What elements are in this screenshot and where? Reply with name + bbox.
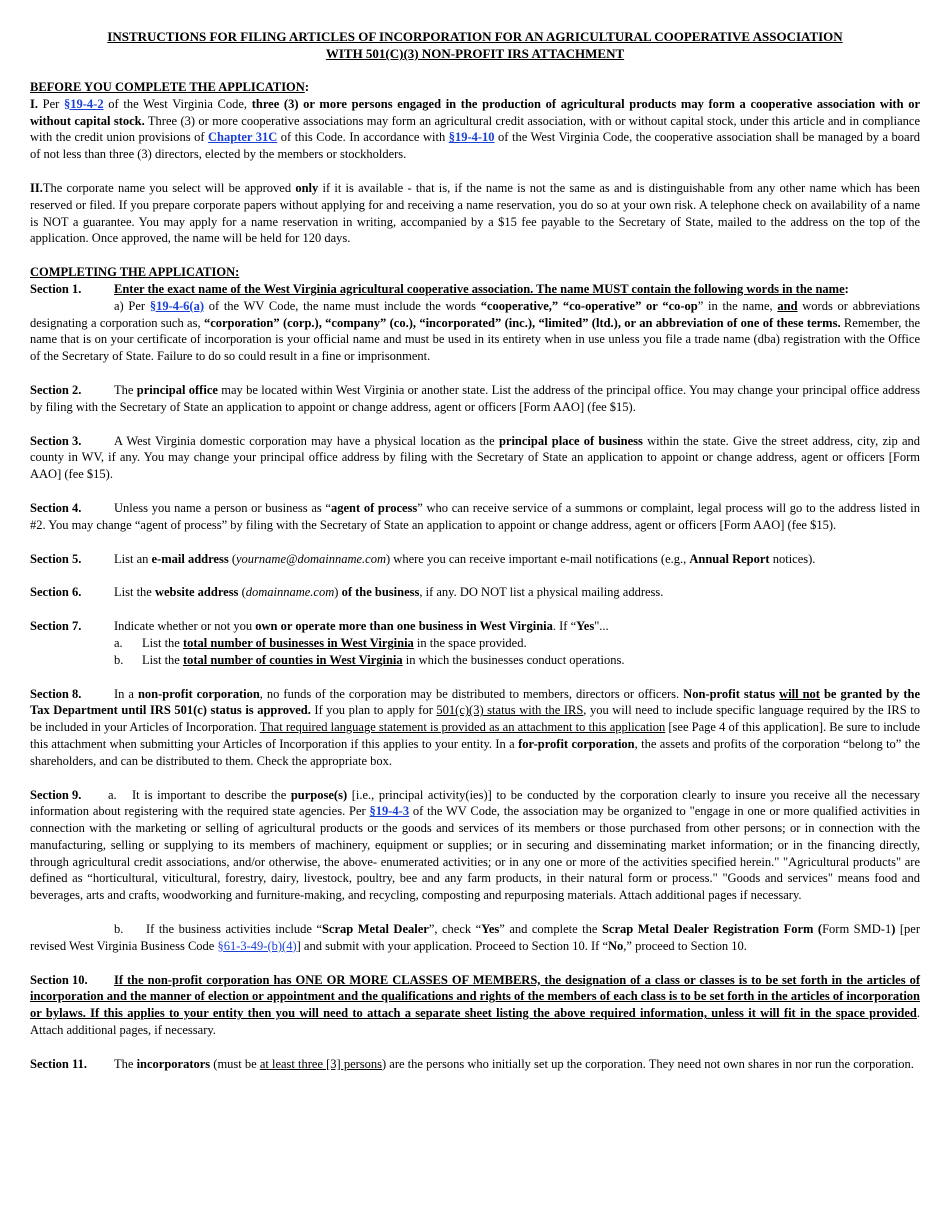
section-6: Section 6. List the website address (domainname.com) of the business, if any. DO NOT list a physical mailing address. [30, 585, 664, 600]
section-9-b: b. If the business activities include “Scrap Metal Dealer”, check “Yes” and complete the Scrap Metal Dealer Registration Form (Form SMD-1) [per revised West Virginia Business Code §61-3-49-(b)(4)] and submit with your application. Proceed to Section 10. If “No,” proceed to Section 10. [30, 922, 920, 953]
section-7: Section 7. Indicate whether or not you own or operate more than one business in West Virginia. If “Yes"... [30, 619, 609, 634]
instructions-page [30, 28, 920, 1073]
section-1-a: a) Per §19-4-6(a) of the WV Code, the name must include the words “cooperative,” “co-operative” or “co-op” in the name, and words or abbreviations designating a corporation such as, “corporation” (corp.), “company” (co.), “incorporated” (inc.), “limited” (ltd.), or an abbreviation of one of these terms. Remember, the name that is on your certificate of incorporation is your official name and must be used in its entirety when in use unless you file a trade name (dba) registration with the Office of the Secretary of State. Failure to do so could result in a fine or imprisonment. [30, 298, 921, 364]
before-paragraph-2: II.The corporate name you select will be approved only if it is available - that is, if the name is not the same as and is distinguishable from any other name which has been reserved or filed. If you prepare corporate papers without applying for and receiving a name reservation, you do so at your own risk. A telephone check on availability of a name is NOT a guarantee. You may apply for a name reservation in writing, accompanied by a $15 fee payable to the Secretary of State, mailed to the address on the top of the application. Once approved, the name will be held for 120 days. [30, 180, 920, 246]
statute-link-19-4-10[interactable]: §19-4-10 [448, 130, 495, 145]
section-2: Section 2. The principal office may be located within West Virginia or another state. List the address of the principal office. You may change your principal office address by filing with the Secretary of State an application to appoint or change address, agent or officers [Form AAO] (fee $15). [30, 382, 921, 414]
title-line-1: INSTRUCTIONS FOR FILING ARTICLES OF INCORPORATION FOR AN AGRICULTURAL COOPERATIVE ASSOCIATION [107, 29, 843, 44]
before-heading: BEFORE YOU COMPLETE THE APPLICATION: [30, 80, 309, 94]
section-9-a: Section 9. a. It is important to describe the purpose(s) [i.e., principal activity(ies)] to be conducted by the corporation clearly to insure you receive all the necessary information about registering with the required state agencies. Per §19-4-3 of the WV Code, the association may be organized to "engage in one or more qualified activities in connection with the marketing or selling of agricultural products or the goods and services of its members or those purchased from other persons; or in connection with the manufacturing, selling or supplying to its members of machinery, equipment or supplies; or in securing and disseminating market information; or in the financing directly, through agricultural credit associations, and/or otherwise, the above- enumerated activities; or in any one or more of the activities specified herein." "Agricultural products" are defined as “horticultural, viticultural, forestry, dairy, livestock, poultry, bee and any farm products, in their natural form or process." "Goods and services" means food and beverages, arts and crafts, woodworking and furniture-making, and recycling, composting and repurposing materials. Attach additional pages if necessary. [30, 787, 921, 903]
statute-link-19-4-2[interactable]: §19-4-2 [64, 96, 104, 111]
section-4: Section 4. Unless you name a person or business as “agent of process” who can receive service of a summons or complaint, legal process will go to the address listed in #2. You may change “agent of process” by filing with the Secretary of State an application to appoint or change address, agent or officers [Form AAO] (fee $15). [30, 500, 920, 532]
title-line-2: WITH 501(C)(3) NON-PROFIT IRS ATTACHMENT [325, 46, 625, 61]
section-11: Section 11. The incorporators (must be at least three [3] persons) are the persons who initially set up the corporation. They need not own shares in nor run the corporation. [30, 1056, 914, 1071]
section-1: Section 1. Enter the exact name of the West Virginia agricultural cooperative association. The name MUST contain the following words in the name: [30, 281, 849, 296]
section-8: Section 8. In a non-profit corporation, no funds of the corporation may be distributed to members, directors or officers. Non-profit status will not be granted by the Tax Department until IRS 501(c) status is approved. If you plan to apply for 501(c)(3) status with the IRS, you will need to include specific language required by the IRS to be included in your Articles of Incorporation. That required language statement is provided as an attachment to this application [see Page 4 of this application]. Be sure to include this attachment when submitting your Articles of Incorporation if this applies to your entity. In a for-profit corporation, the assets and profits of the corporation “belong to” the shareholders, and can be distributed to them. Check the appropriate box. [30, 686, 920, 768]
section-3: Section 3. A West Virginia domestic corporation may have a physical location as the principal place of business within the state. Give the street address, city, zip and county in WV, if any. You may change your principal office address by filing with the Secretary of State an application to appoint or change address, agent or officers [Form AAO] (fee $15). [30, 433, 920, 482]
section-7-b: b. List the total number of counties in West Virginia in which the businesses conduct operations. [114, 652, 625, 667]
before-paragraph-1: I. Per §19-4-2 of the West Virginia Code, three (3) or more persons engaged in the production of agricultural products may form a cooperative association with or without capital stock. Three (3) or more cooperative associations may form an agricultural credit association, with or without capital stock, under this article and in compliance with the credit union provisions of Chapter 31C of this Code. In accordance with §19-4-10 of the West Virginia Code, the cooperative association shall be managed by a board of not less than three (3) directors, elected by the members or stockholders. [30, 96, 920, 162]
section-10: Section 10. If the non-profit corporation has ONE OR MORE CLASSES OF MEMBERS, the designation of a class or classes is to be set forth in the articles of incorporation and the manner of election or appointment and the qualifications and rights of the members of each class is to be set forth in the articles of incorporation or bylaws. If this applies to your entity then you will need to attach a separate sheet listing the above required information, unless it will fit in the space provided. Attach additional pages, if necessary. [30, 972, 920, 1038]
completing-heading: COMPLETING THE APPLICATION: [30, 265, 240, 280]
statute-link-19-4-6a[interactable]: §19-4-6(a) [149, 298, 204, 313]
document-title [30, 28, 920, 62]
statute-link-chapter-31c[interactable]: Chapter 31C [208, 130, 278, 145]
section-7-a: a. List the total number of businesses in West Virginia in the space provided. [114, 635, 527, 650]
statute-link-19-4-3[interactable]: §19-4-3 [369, 804, 410, 819]
section-5: Section 5. List an e-mail address (yourname@domainname.com) where you can receive important e-mail notifications (e.g., Annual Report notices). [30, 551, 816, 566]
statute-link-61-3-49[interactable]: §61-3-49-(b)(4) [217, 938, 297, 953]
